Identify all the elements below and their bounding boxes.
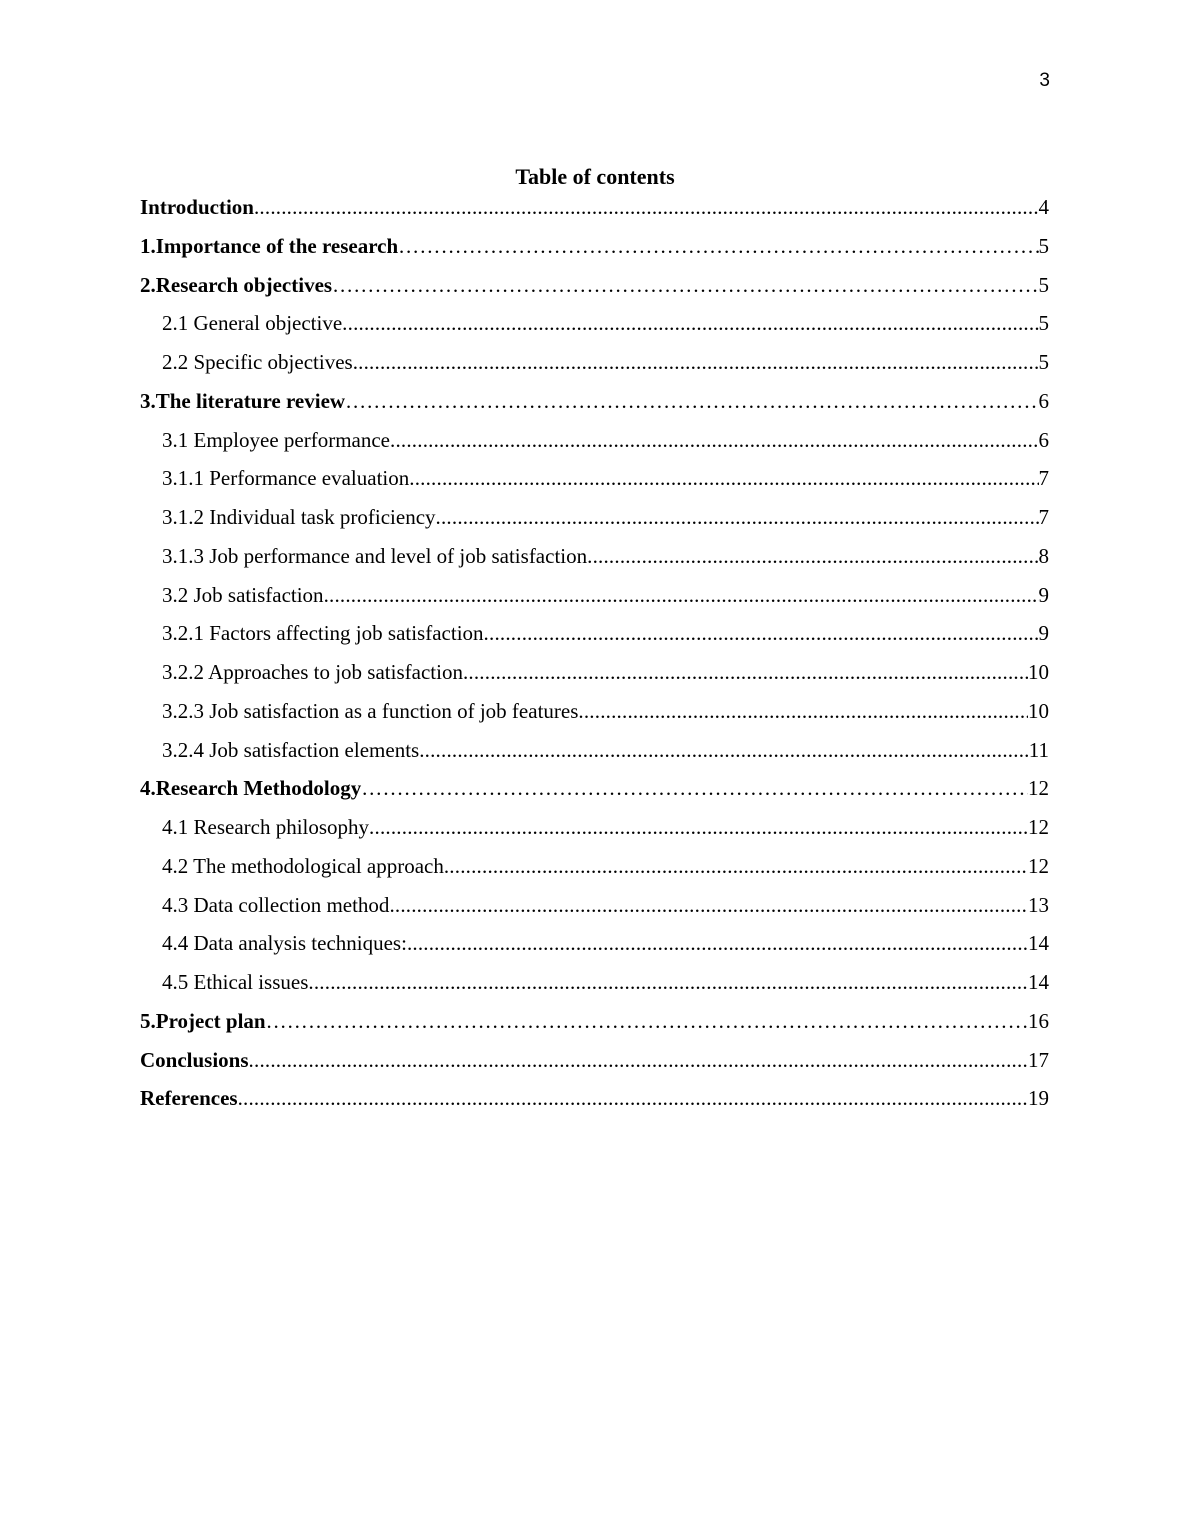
- toc-entry-label: References: [140, 1086, 238, 1111]
- toc-entry[interactable]: [140, 581, 1049, 620]
- toc-entry-label: 2.2 Specific objectives: [162, 350, 353, 374]
- toc-entry[interactable]: [140, 658, 1049, 697]
- toc-entry-page: 10: [1028, 698, 1049, 723]
- toc-entry-label: 5.Project plan: [140, 1008, 266, 1033]
- toc-entry-label: Introduction: [140, 195, 254, 219]
- toc-entry[interactable]: [140, 813, 1049, 852]
- toc-entry[interactable]: [140, 309, 1049, 348]
- toc-list: [140, 193, 1049, 1123]
- toc-entry-page: 19: [1028, 1086, 1049, 1111]
- toc-entry[interactable]: [140, 542, 1049, 581]
- toc-entry[interactable]: [140, 464, 1049, 503]
- toc-dot-leader: [484, 619, 1039, 647]
- toc-entry-page: 6: [1038, 427, 1049, 452]
- toc-dot-leader: [249, 1046, 1028, 1074]
- toc-entry[interactable]: [140, 968, 1049, 1007]
- toc-dot-leader: [353, 348, 1039, 376]
- toc-entry-label: 3.1 Employee performance: [162, 427, 390, 452]
- toc-entry-label: 4.1 Research philosophy: [162, 815, 370, 839]
- toc-entry-page: 7: [1038, 466, 1049, 491]
- toc-entry-page: 16: [1028, 1008, 1049, 1033]
- toc-dot-leader: [444, 852, 1028, 880]
- toc-dot-leader: [436, 503, 1039, 531]
- toc-dot-leader: [345, 387, 1038, 415]
- toc-entry-label: 3.1.2 Individual task proficiency: [162, 505, 436, 529]
- toc-entry[interactable]: [140, 619, 1049, 658]
- toc-entry[interactable]: [140, 271, 1049, 310]
- toc-dot-leader: [587, 542, 1038, 570]
- toc-entry-page: 9: [1038, 621, 1049, 646]
- toc-entry-page: 5: [1038, 311, 1049, 336]
- toc-entry-label: 4.5 Ethical issues: [162, 970, 309, 994]
- toc-entry-label: 3.The literature review: [140, 388, 346, 413]
- toc-entry-page: 7: [1038, 505, 1049, 529]
- toc-title: Table of contents: [515, 164, 675, 189]
- toc-entry-label: 3.2.4 Job satisfaction elements: [162, 737, 420, 762]
- toc-dot-leader: [390, 426, 1039, 454]
- toc-entry-page: 5: [1038, 350, 1049, 374]
- toc-entry[interactable]: [140, 232, 1049, 271]
- toc-entry-label: 4.4 Data analysis techniques:: [162, 931, 407, 956]
- toc-entry-label: 3.1.1 Performance evaluation: [162, 466, 410, 491]
- toc-dot-leader: [332, 271, 1038, 299]
- toc-dot-leader: [389, 891, 1028, 919]
- toc-dot-leader: [266, 1007, 1028, 1035]
- toc-entry-page: 14: [1028, 931, 1049, 956]
- toc-entry[interactable]: [140, 387, 1049, 426]
- toc-entry-page: 6: [1038, 388, 1049, 413]
- toc-dot-leader: [463, 658, 1028, 686]
- toc-entry-label: 3.2 Job satisfaction: [162, 582, 324, 607]
- toc-entry-page: 14: [1028, 970, 1049, 994]
- toc-entry[interactable]: [140, 193, 1049, 232]
- toc-entry[interactable]: [140, 736, 1049, 775]
- toc-dot-leader: [308, 968, 1028, 996]
- toc-entry-page: 13: [1028, 892, 1049, 917]
- toc-entry[interactable]: [140, 1046, 1049, 1085]
- toc-entry[interactable]: [140, 1084, 1049, 1123]
- toc-entry[interactable]: [140, 503, 1049, 542]
- toc-entry-page: 9: [1038, 582, 1049, 607]
- toc-dot-leader: [254, 193, 1039, 221]
- toc-entry-page: 12: [1028, 815, 1049, 839]
- toc-entry-page: 8: [1038, 543, 1049, 568]
- toc-entry-label: 2.1 General objective: [162, 311, 343, 336]
- toc-entry-page: 11: [1028, 737, 1049, 762]
- toc-dot-leader: [361, 774, 1028, 802]
- toc-entry-label: Conclusions: [140, 1047, 249, 1072]
- toc-entry[interactable]: [140, 348, 1049, 387]
- toc-entry-page: 5: [1038, 233, 1049, 258]
- toc-entry-label: 3.2.1 Factors affecting job satisfaction: [162, 621, 484, 646]
- toc-dot-leader: [324, 581, 1039, 609]
- toc-entry[interactable]: [140, 697, 1049, 736]
- toc-entry[interactable]: [140, 929, 1049, 968]
- toc-entry-label: 3.2.2 Approaches to job satisfaction: [162, 660, 463, 684]
- toc-entry[interactable]: [140, 774, 1049, 813]
- toc-entry-page: 10: [1028, 660, 1049, 684]
- toc-entry[interactable]: [140, 852, 1049, 891]
- toc-entry-label: 2.Research objectives: [140, 272, 333, 297]
- toc-dot-leader: [342, 309, 1038, 337]
- toc-entry-page: 12: [1028, 776, 1049, 801]
- page-number: 3: [1039, 70, 1050, 91]
- toc-entry-page: 4: [1038, 195, 1049, 219]
- toc-entry[interactable]: [140, 1007, 1049, 1046]
- toc-dot-leader: [409, 464, 1038, 492]
- toc-entry[interactable]: [140, 426, 1049, 465]
- toc-dot-leader: [419, 736, 1029, 764]
- toc-entry-label: 4.2 The methodological approach: [162, 853, 444, 878]
- toc-dot-leader: [398, 232, 1038, 260]
- toc-entry-label: 3.1.3 Job performance and level of job satisfaction: [162, 543, 588, 568]
- toc-entry-page: 17: [1028, 1047, 1049, 1072]
- toc-entry-label: 1.Importance of the research: [140, 233, 399, 258]
- toc-dot-leader: [407, 929, 1028, 957]
- toc-entry[interactable]: [140, 891, 1049, 930]
- toc-entry-page: 5: [1038, 272, 1049, 297]
- toc-dot-leader: [238, 1084, 1028, 1112]
- toc-entry-label: 4.Research Methodology: [140, 776, 362, 801]
- toc-dot-leader: [369, 813, 1028, 841]
- toc-dot-leader: [578, 697, 1028, 725]
- toc-entry-label: 4.3 Data collection method: [162, 892, 390, 917]
- toc-entry-page: 12: [1028, 853, 1049, 878]
- toc-entry-label: 3.2.3 Job satisfaction as a function of job features: [162, 698, 579, 723]
